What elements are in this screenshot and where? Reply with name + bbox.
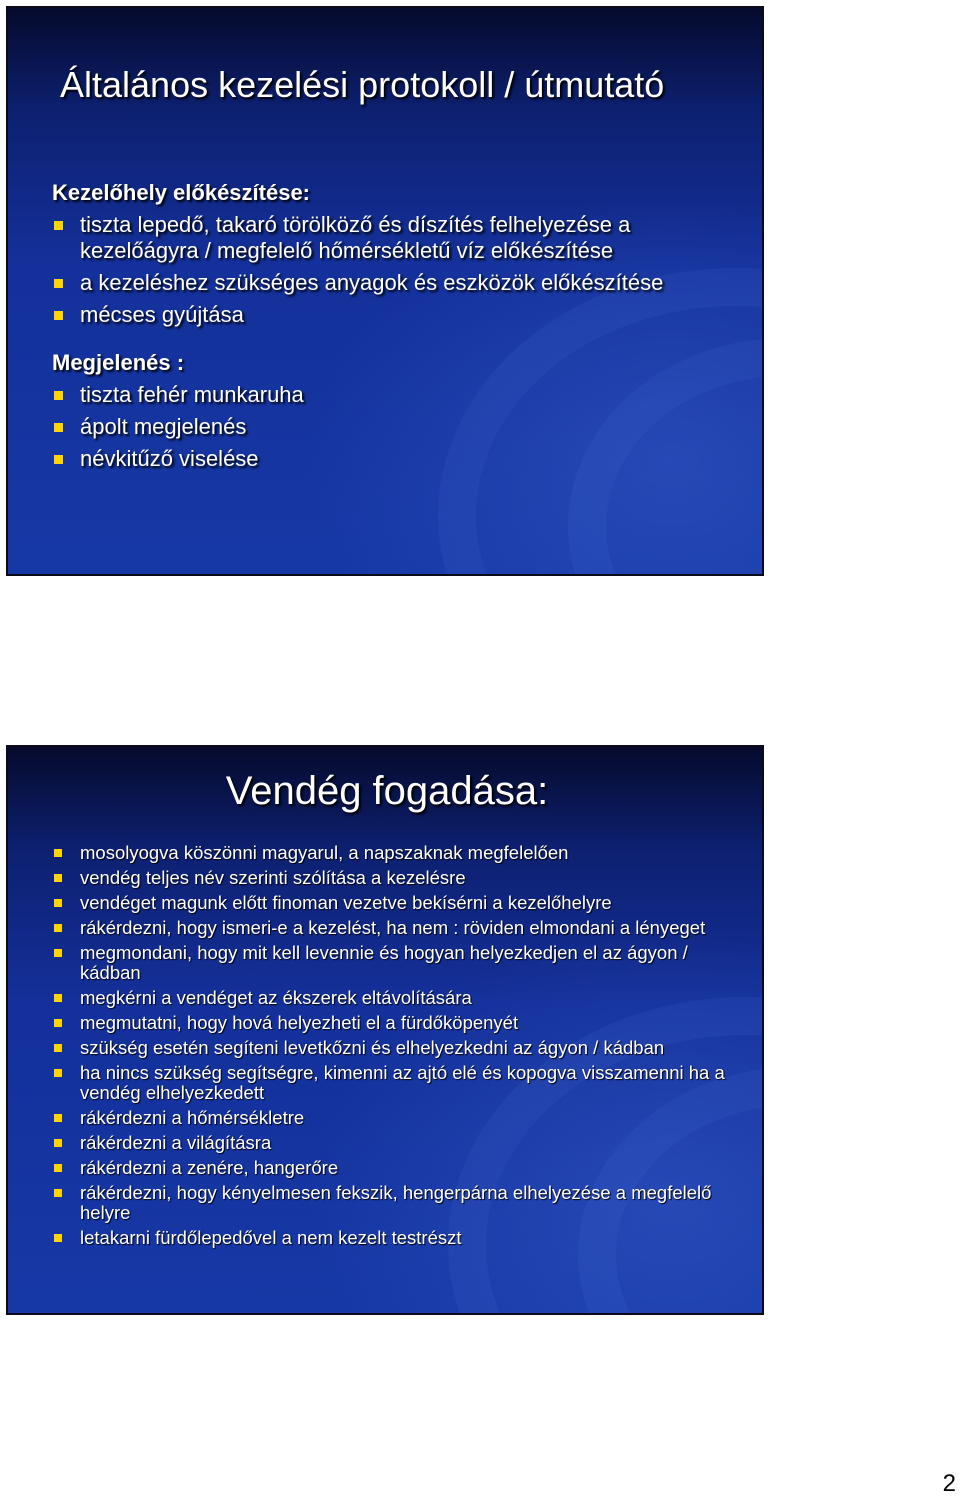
list-item-text: megmutatni, hogy hová helyezheti el a fürdőköpenyét bbox=[80, 1012, 519, 1033]
list-item-text: ha nincs szükség segítségre, kimenni az ajtó elé és kopogva visszamenni ha a vendég elhelyezkedett bbox=[80, 1062, 725, 1103]
square-bullet-icon bbox=[54, 279, 63, 288]
list-item-text: tiszta fehér munkaruha bbox=[80, 382, 304, 407]
list-item-text: szükség esetén segíteni levetkőzni és elhelyezkedni az ágyon / kádban bbox=[80, 1037, 665, 1058]
square-bullet-icon bbox=[54, 1164, 62, 1172]
list-item-text: rákérdezni a hőmérsékletre bbox=[80, 1107, 305, 1128]
list-item-text: tiszta lepedő, takaró törölköző és díszítés felhelyezése a kezelőágyra / megfelelő hőmérsékletű víz előkészítése bbox=[80, 212, 631, 263]
list-item-text: mosolyogva köszönni magyarul, a napszaknak megfelelően bbox=[80, 842, 569, 863]
list-item-text: letakarni fürdőlepedővel a nem kezelt testrészt bbox=[80, 1227, 462, 1248]
square-bullet-icon bbox=[54, 1189, 62, 1197]
list-item bbox=[52, 843, 742, 863]
square-bullet-icon bbox=[54, 949, 62, 957]
slide-2-title: Vendég fogadása: bbox=[225, 769, 549, 813]
square-bullet-icon bbox=[54, 874, 62, 882]
list-item bbox=[52, 1013, 742, 1033]
square-bullet-icon bbox=[54, 1114, 62, 1122]
square-bullet-icon bbox=[54, 1069, 62, 1077]
list-item-text: a kezeléshez szükséges anyagok és eszközök előkészítése bbox=[80, 270, 664, 295]
list-item bbox=[52, 414, 742, 440]
section-heading: Kezelőhely előkészítése: bbox=[52, 180, 311, 205]
section-megjelenes bbox=[52, 350, 742, 472]
list-item bbox=[52, 1063, 742, 1103]
list-item bbox=[52, 893, 742, 913]
list-item bbox=[52, 1158, 742, 1178]
list-item-text: rákérdezni a világításra bbox=[80, 1132, 272, 1153]
list-item bbox=[52, 270, 742, 296]
list-item-text: névkitűző viselése bbox=[80, 446, 259, 471]
list-item bbox=[52, 1108, 742, 1128]
list-item bbox=[52, 446, 742, 472]
slide-1-title: Általános kezelési protokoll / útmutató bbox=[60, 64, 665, 105]
list-item bbox=[52, 1133, 742, 1153]
square-bullet-icon bbox=[54, 221, 63, 230]
page-number: 2 bbox=[942, 1470, 956, 1497]
list-item bbox=[52, 1038, 742, 1058]
slide-2 bbox=[6, 745, 764, 1315]
list-item-text: megmondani, hogy mit kell levennie és hogyan helyezkedjen el az ágyon / kádban bbox=[80, 942, 688, 983]
square-bullet-icon bbox=[54, 899, 62, 907]
list-item-text: mécses gyújtása bbox=[80, 302, 244, 327]
list-item bbox=[52, 943, 742, 983]
square-bullet-icon bbox=[54, 849, 62, 857]
square-bullet-icon bbox=[54, 1044, 62, 1052]
list-item bbox=[52, 1228, 742, 1248]
bullet-list bbox=[52, 382, 742, 472]
list-item-text: ápolt megjelenés bbox=[80, 414, 247, 439]
slide-2-content bbox=[52, 843, 742, 1253]
list-item bbox=[52, 918, 742, 938]
slide-1-content bbox=[52, 180, 742, 478]
square-bullet-icon bbox=[54, 455, 63, 464]
square-bullet-icon bbox=[54, 994, 62, 1002]
list-item bbox=[52, 302, 742, 328]
slide-1 bbox=[6, 6, 764, 576]
list-item bbox=[52, 382, 742, 408]
list-item bbox=[52, 212, 742, 264]
square-bullet-icon bbox=[54, 1139, 62, 1147]
list-item bbox=[52, 868, 742, 888]
list-item-text: rákérdezni, hogy ismeri-e a kezelést, ha nem : röviden elmondani a lényeget bbox=[80, 917, 706, 938]
square-bullet-icon bbox=[54, 1019, 62, 1027]
list-item bbox=[52, 988, 742, 1008]
square-bullet-icon bbox=[54, 423, 63, 432]
section-heading: Megjelenés : bbox=[52, 350, 185, 375]
list-item bbox=[52, 1183, 742, 1223]
list-item-text: rákérdezni, hogy kényelmesen fekszik, hengerpárna elhelyezése a megfelelő helyre bbox=[80, 1182, 712, 1223]
bullet-list bbox=[52, 212, 742, 328]
list-item-text: vendég teljes név szerinti szólítása a kezelésre bbox=[80, 867, 466, 888]
square-bullet-icon bbox=[54, 391, 63, 400]
section-kezelohely bbox=[52, 180, 742, 328]
list-item-text: megkérni a vendéget az ékszerek eltávolítására bbox=[80, 987, 472, 1008]
bullet-list bbox=[52, 843, 742, 1248]
square-bullet-icon bbox=[54, 924, 62, 932]
square-bullet-icon bbox=[54, 1234, 62, 1242]
list-item-text: vendéget magunk előtt finoman vezetve bekísérni a kezelőhelyre bbox=[80, 892, 612, 913]
list-item-text: rákérdezni a zenére, hangerőre bbox=[80, 1157, 339, 1178]
square-bullet-icon bbox=[54, 311, 63, 320]
